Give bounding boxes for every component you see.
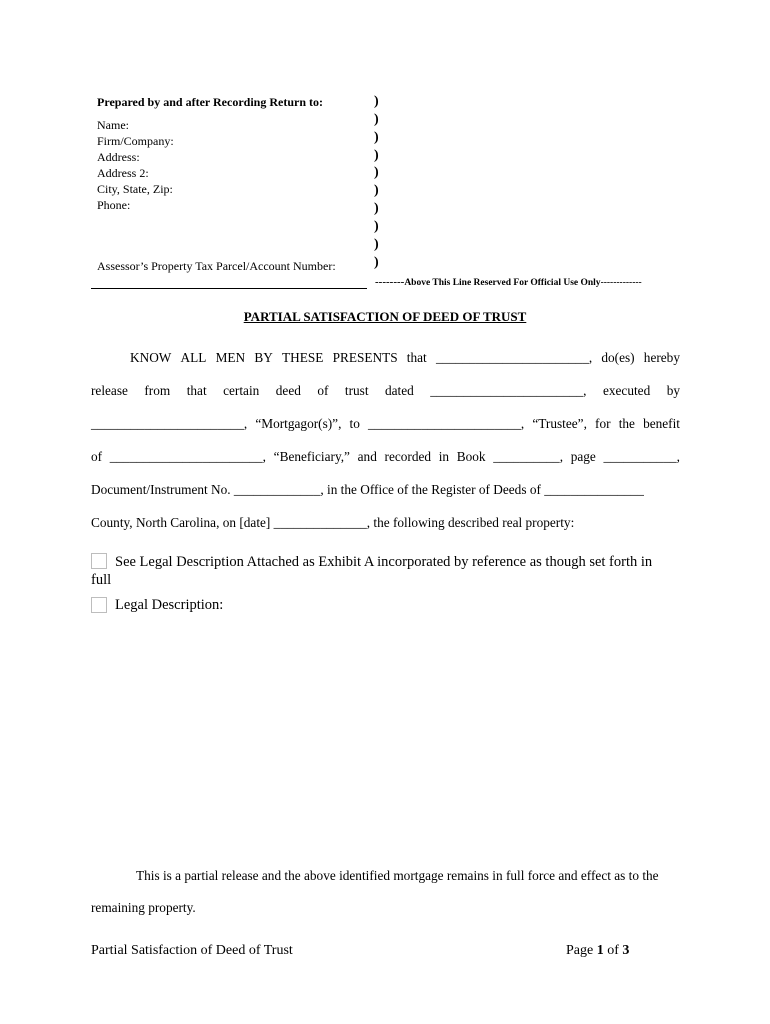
body-line-1 bbox=[91, 350, 680, 366]
name-field-label: Name: bbox=[97, 118, 129, 132]
parcel-signature-line bbox=[91, 288, 367, 289]
closing-paragraph: This is a partial release and the above identified mortgage remains in full force and effect as to the remaining property. bbox=[91, 868, 659, 915]
grantor-blank[interactable]: _______________________, bbox=[435, 350, 593, 365]
word: that bbox=[406, 350, 427, 365]
reserved-trail: ------------- bbox=[600, 278, 642, 288]
word: do(es) bbox=[601, 350, 635, 365]
word: hereby bbox=[643, 350, 680, 365]
page-word: Page bbox=[566, 943, 594, 958]
word: executed bbox=[602, 383, 651, 398]
page-of: of bbox=[607, 943, 619, 958]
word: deed bbox=[275, 383, 301, 398]
word: MEN bbox=[215, 350, 246, 365]
legal-description-label: Legal Description: bbox=[115, 597, 224, 613]
reserved-dash: -------- bbox=[375, 276, 405, 288]
parcel-number-label: Assessor’s Property Tax Parcel/Account Number: bbox=[97, 259, 336, 273]
page-current: 1 bbox=[596, 943, 604, 958]
body-line-3 bbox=[91, 416, 680, 432]
exhibit-a-label-cont: full bbox=[91, 572, 112, 588]
document-title: PARTIAL SATISFACTION OF DEED OF TRUST bbox=[243, 309, 527, 324]
official-use-notice bbox=[375, 276, 642, 288]
page-blank[interactable]: ___________, bbox=[603, 449, 680, 464]
word: “Trustee”, bbox=[532, 416, 587, 431]
deed-date-blank[interactable]: _______________________, bbox=[430, 383, 587, 398]
word: certain bbox=[223, 383, 260, 398]
word: dated bbox=[385, 383, 414, 398]
exhibit-a-label: See Legal Description Attached as Exhibit A incorporated by reference as though set forth in bbox=[115, 554, 653, 570]
word: of bbox=[317, 383, 329, 398]
beneficiary-blank[interactable]: _______________________, bbox=[109, 449, 266, 464]
word: release bbox=[91, 383, 128, 398]
word: benefit bbox=[643, 416, 680, 431]
book-blank[interactable]: __________, bbox=[493, 449, 564, 464]
word: THESE bbox=[282, 350, 324, 365]
address2-field-label: Address 2: bbox=[97, 166, 149, 180]
paren-mark: ) bbox=[374, 237, 379, 252]
word: that bbox=[186, 383, 207, 398]
prepared-by-heading: Prepared by and after Recording Return to: bbox=[97, 95, 323, 109]
paren-mark: ) bbox=[374, 94, 379, 109]
word: KNOW bbox=[130, 350, 172, 365]
word: by bbox=[666, 383, 680, 398]
word: “Mortgagor(s)”, bbox=[255, 416, 342, 431]
legal-description-checkbox[interactable] bbox=[91, 597, 107, 613]
word: and bbox=[357, 449, 377, 464]
word: ALL bbox=[180, 350, 207, 365]
paren-mark: ) bbox=[374, 165, 379, 180]
word: recorded bbox=[384, 449, 432, 464]
word: the bbox=[618, 416, 635, 431]
body-line-4 bbox=[91, 449, 680, 465]
word: PRESENTS bbox=[332, 350, 398, 365]
firm-field-label: Firm/Company: bbox=[97, 134, 174, 148]
paren-mark: ) bbox=[374, 219, 379, 234]
city-state-zip-field-label: City, State, Zip: bbox=[97, 182, 173, 196]
word: from bbox=[144, 383, 171, 398]
body-line-2 bbox=[91, 383, 680, 399]
paren-mark: ) bbox=[374, 130, 379, 145]
footer-page-number bbox=[566, 943, 629, 959]
paren-mark: ) bbox=[374, 112, 379, 127]
paren-mark: ) bbox=[374, 255, 379, 270]
word: in bbox=[438, 449, 450, 464]
address-field-label: Address: bbox=[97, 150, 140, 164]
word: “Beneficiary,” bbox=[273, 449, 350, 464]
exhibit-a-checkbox[interactable] bbox=[91, 553, 107, 569]
word: BY bbox=[254, 350, 273, 365]
body-line-5: Document/Instrument No. _____________, in the Office of the Register of Deeds of _______________ bbox=[91, 482, 644, 497]
reserved-text: Above This Line Reserved For Official Use Only bbox=[404, 278, 601, 288]
paren-mark: ) bbox=[374, 183, 379, 198]
word: Book bbox=[456, 449, 486, 464]
word: of bbox=[91, 449, 103, 464]
phone-field-label: Phone: bbox=[97, 198, 131, 212]
word: to bbox=[349, 416, 360, 431]
mortgagor-blank[interactable]: _______________________, bbox=[91, 416, 248, 431]
word: trust bbox=[344, 383, 369, 398]
word: for bbox=[595, 416, 611, 431]
page-total: 3 bbox=[622, 943, 630, 958]
body-line-6: County, North Carolina, on [date] ______________, the following described real property: bbox=[91, 515, 575, 530]
footer-document-name: Partial Satisfaction of Deed of Trust bbox=[91, 943, 293, 958]
paren-mark: ) bbox=[374, 201, 379, 216]
word: page bbox=[570, 449, 596, 464]
trustee-blank[interactable]: _______________________, bbox=[368, 416, 525, 431]
paren-mark: ) bbox=[374, 148, 379, 163]
